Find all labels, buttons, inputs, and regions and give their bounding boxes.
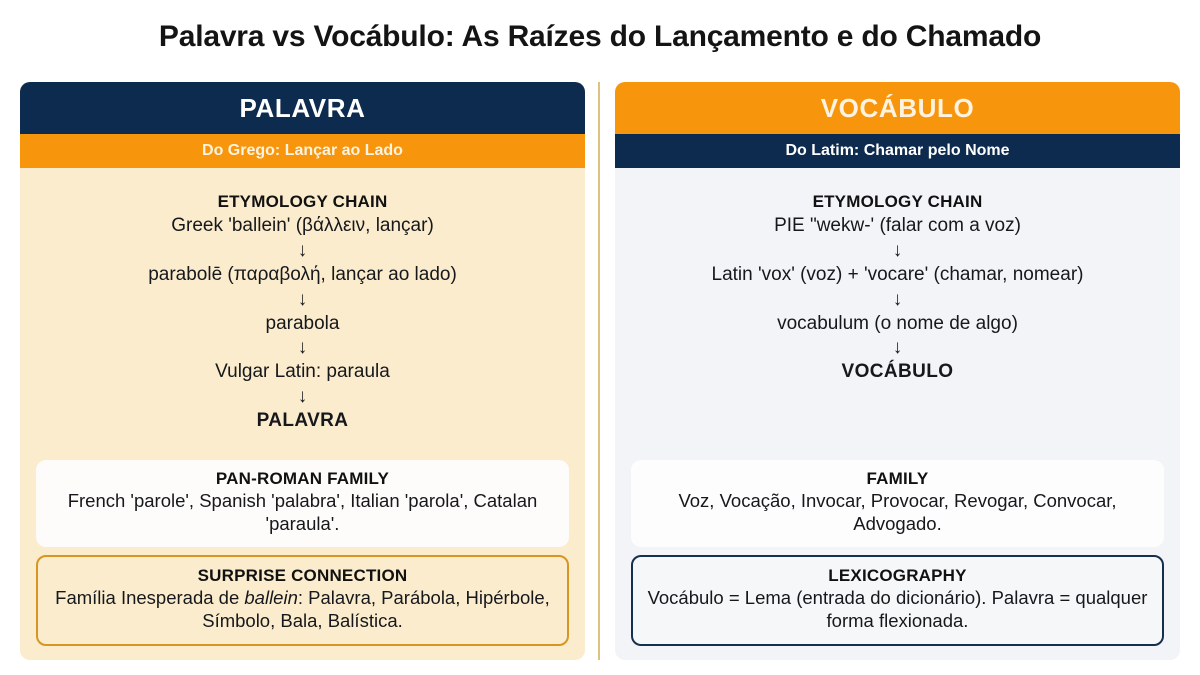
info-card-heading: LEXICOGRAPHY bbox=[828, 566, 967, 586]
etymology-step: vocabulum (o nome de algo) bbox=[777, 312, 1018, 334]
panel-palavra-cards bbox=[36, 452, 569, 646]
panel-vocabulo bbox=[615, 82, 1180, 660]
info-card-text: Família Inesperada de ballein: Palavra, Parábola, Hipérbole, Símbolo, Bala, Balística. bbox=[55, 587, 550, 632]
info-card bbox=[36, 555, 569, 646]
info-card-heading: SURPRISE CONNECTION bbox=[197, 566, 408, 586]
chain-arrow-down-icon: ↓ bbox=[892, 288, 903, 310]
panel-palavra bbox=[20, 82, 585, 660]
chain-arrow-down-icon: ↓ bbox=[297, 288, 308, 310]
chain-arrow-down-icon: ↓ bbox=[892, 337, 903, 359]
etymology-chain-vocabulo bbox=[631, 182, 1164, 452]
panel-palavra-subtitle: Do Grego: Lançar ao Lado bbox=[20, 134, 585, 168]
chain-arrow-down-icon: ↓ bbox=[892, 239, 903, 261]
panel-vocabulo-subtitle: Do Latim: Chamar pelo Nome bbox=[615, 134, 1180, 168]
chain-arrow-down-icon: ↓ bbox=[297, 337, 308, 359]
info-card bbox=[631, 555, 1164, 646]
comparison-columns bbox=[0, 82, 1200, 662]
panel-palavra-body bbox=[20, 168, 585, 660]
etymology-step: Latin 'vox' (voz) + 'vocare' (chamar, nomear) bbox=[711, 263, 1084, 285]
etymology-chain-heading: ETYMOLOGY CHAIN bbox=[217, 192, 388, 211]
info-card-text: Vocábulo = Lema (entrada do dicionário). Palavra = qualquer forma flexionada. bbox=[647, 587, 1148, 632]
page-title: Palavra vs Vocábulo: As Raízes do Lançamento e do Chamado bbox=[158, 20, 1042, 53]
panel-vocabulo-body bbox=[615, 168, 1180, 660]
info-card-text: French 'parole', Spanish 'palabra', Italian 'parola', Catalan 'paraula'. bbox=[67, 490, 538, 535]
info-card-heading: FAMILY bbox=[866, 469, 929, 489]
info-card bbox=[36, 460, 569, 547]
etymology-step: parabolē (παραβολή, lançar ao lado) bbox=[148, 263, 457, 285]
etymology-step: Vulgar Latin: paraula bbox=[215, 361, 390, 383]
panel-palavra-title: PALAVRA bbox=[20, 82, 585, 134]
etymology-step: PALAVRA bbox=[256, 410, 349, 431]
chain-arrow-down-icon: ↓ bbox=[297, 239, 308, 261]
panel-vocabulo-cards bbox=[631, 452, 1164, 646]
etymology-chain-palavra bbox=[36, 182, 569, 452]
etymology-step: VOCÁBULO bbox=[841, 361, 954, 383]
etymology-step: PIE "wekw-' (falar com a voz) bbox=[774, 215, 1021, 236]
info-card bbox=[631, 460, 1164, 547]
info-card-heading: PAN-ROMAN FAMILY bbox=[215, 469, 390, 489]
panel-vocabulo-title: VOCÁBULO bbox=[615, 82, 1180, 134]
etymology-step: parabola bbox=[265, 312, 340, 334]
etymology-step: Greek 'ballein' (βάλλειν, lançar) bbox=[171, 215, 434, 236]
info-card-text: Voz, Vocação, Invocar, Provocar, Revogar, Convocar, Advogado. bbox=[678, 490, 1117, 535]
chain-arrow-down-icon: ↓ bbox=[297, 386, 308, 407]
etymology-chain-heading: ETYMOLOGY CHAIN bbox=[812, 192, 983, 211]
